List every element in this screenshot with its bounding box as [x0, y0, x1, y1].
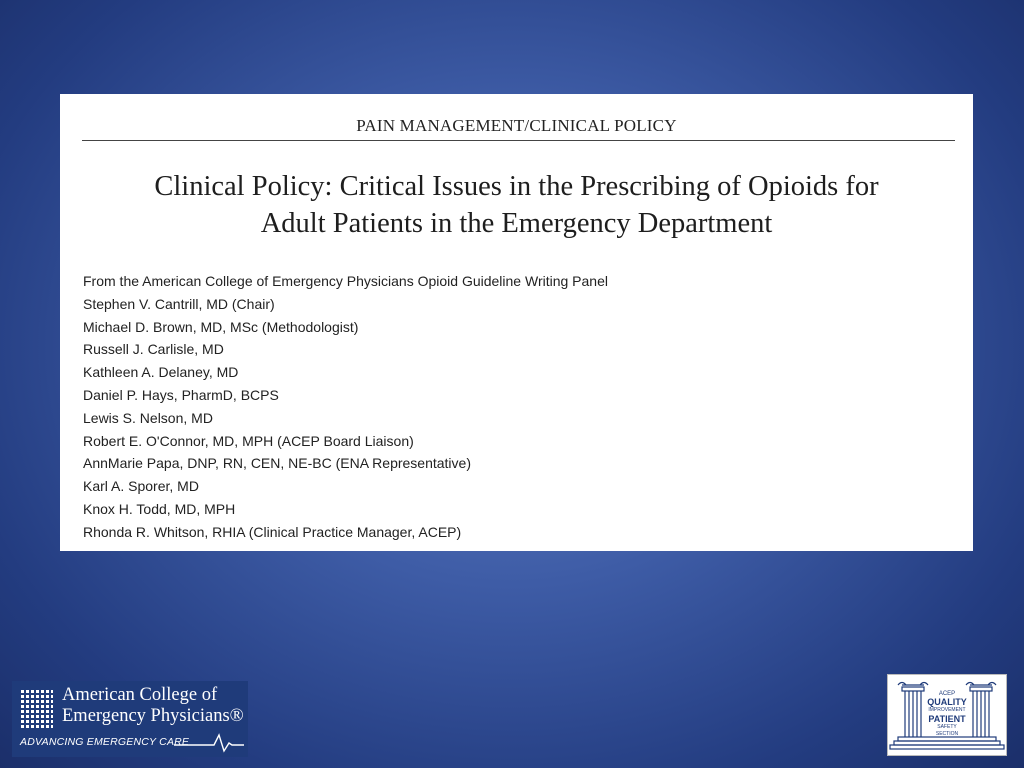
qips-logo	[887, 674, 1007, 756]
acep-logo	[12, 681, 248, 757]
title-line-2: Adult Patients in the Emergency Department	[260, 208, 773, 239]
qips-acep: ACEP	[938, 691, 956, 697]
document-title	[60, 168, 973, 242]
qips-section: SECTION	[935, 731, 959, 737]
author-affiliation: From the American College of Emergency Physicians Opioid Guideline Writing Panel	[83, 273, 608, 289]
qips-patient: PATIENT	[928, 714, 966, 724]
acep-name-line-2: Emergency Physicians®	[62, 706, 244, 726]
qips-quality: QUALITY	[927, 697, 967, 707]
author-item: Rhonda R. Whitson, RHIA (Clinical Practice Manager, ACEP)	[83, 523, 462, 540]
author-item: Robert E. O'Connor, MD, MPH (ACEP Board Liaison)	[83, 432, 414, 449]
title-line-1: Clinical Policy: Critical Issues in the Prescribing of Opioids for	[154, 171, 879, 202]
author-item: Michael D. Brown, MD, MSc (Methodologist)	[83, 318, 359, 335]
author-item: Stephen V. Cantrill, MD (Chair)	[83, 295, 275, 312]
acep-grid-icon	[21, 688, 53, 728]
qips-improvement: IMPROVEMENT	[928, 707, 966, 713]
acep-name-line-1: American College of	[62, 685, 218, 705]
author-item: AnnMarie Papa, DNP, RN, CEN, NE-BC (ENA Representative)	[83, 455, 471, 472]
author-item: Daniel P. Hays, PharmD, BCPS	[83, 386, 279, 403]
author-item: Russell J. Carlisle, MD	[83, 341, 224, 358]
acep-tagline: ADVANCING EMERGENCY CARE	[20, 736, 190, 748]
acep-name	[62, 685, 244, 727]
heartbeat-pulse-icon	[174, 731, 244, 753]
section-header: PAIN MANAGEMENT/CLINICAL POLICY	[356, 116, 677, 135]
author-item: Karl A. Sporer, MD	[83, 478, 199, 495]
author-list	[83, 270, 608, 544]
author-item: Knox H. Todd, MD, MPH	[83, 500, 236, 517]
author-item: Lewis S. Nelson, MD	[83, 409, 213, 426]
header-rule	[82, 140, 955, 141]
author-item: Kathleen A. Delaney, MD	[83, 364, 239, 381]
qips-safety: SAFETY	[937, 724, 957, 730]
document-page	[60, 94, 973, 551]
